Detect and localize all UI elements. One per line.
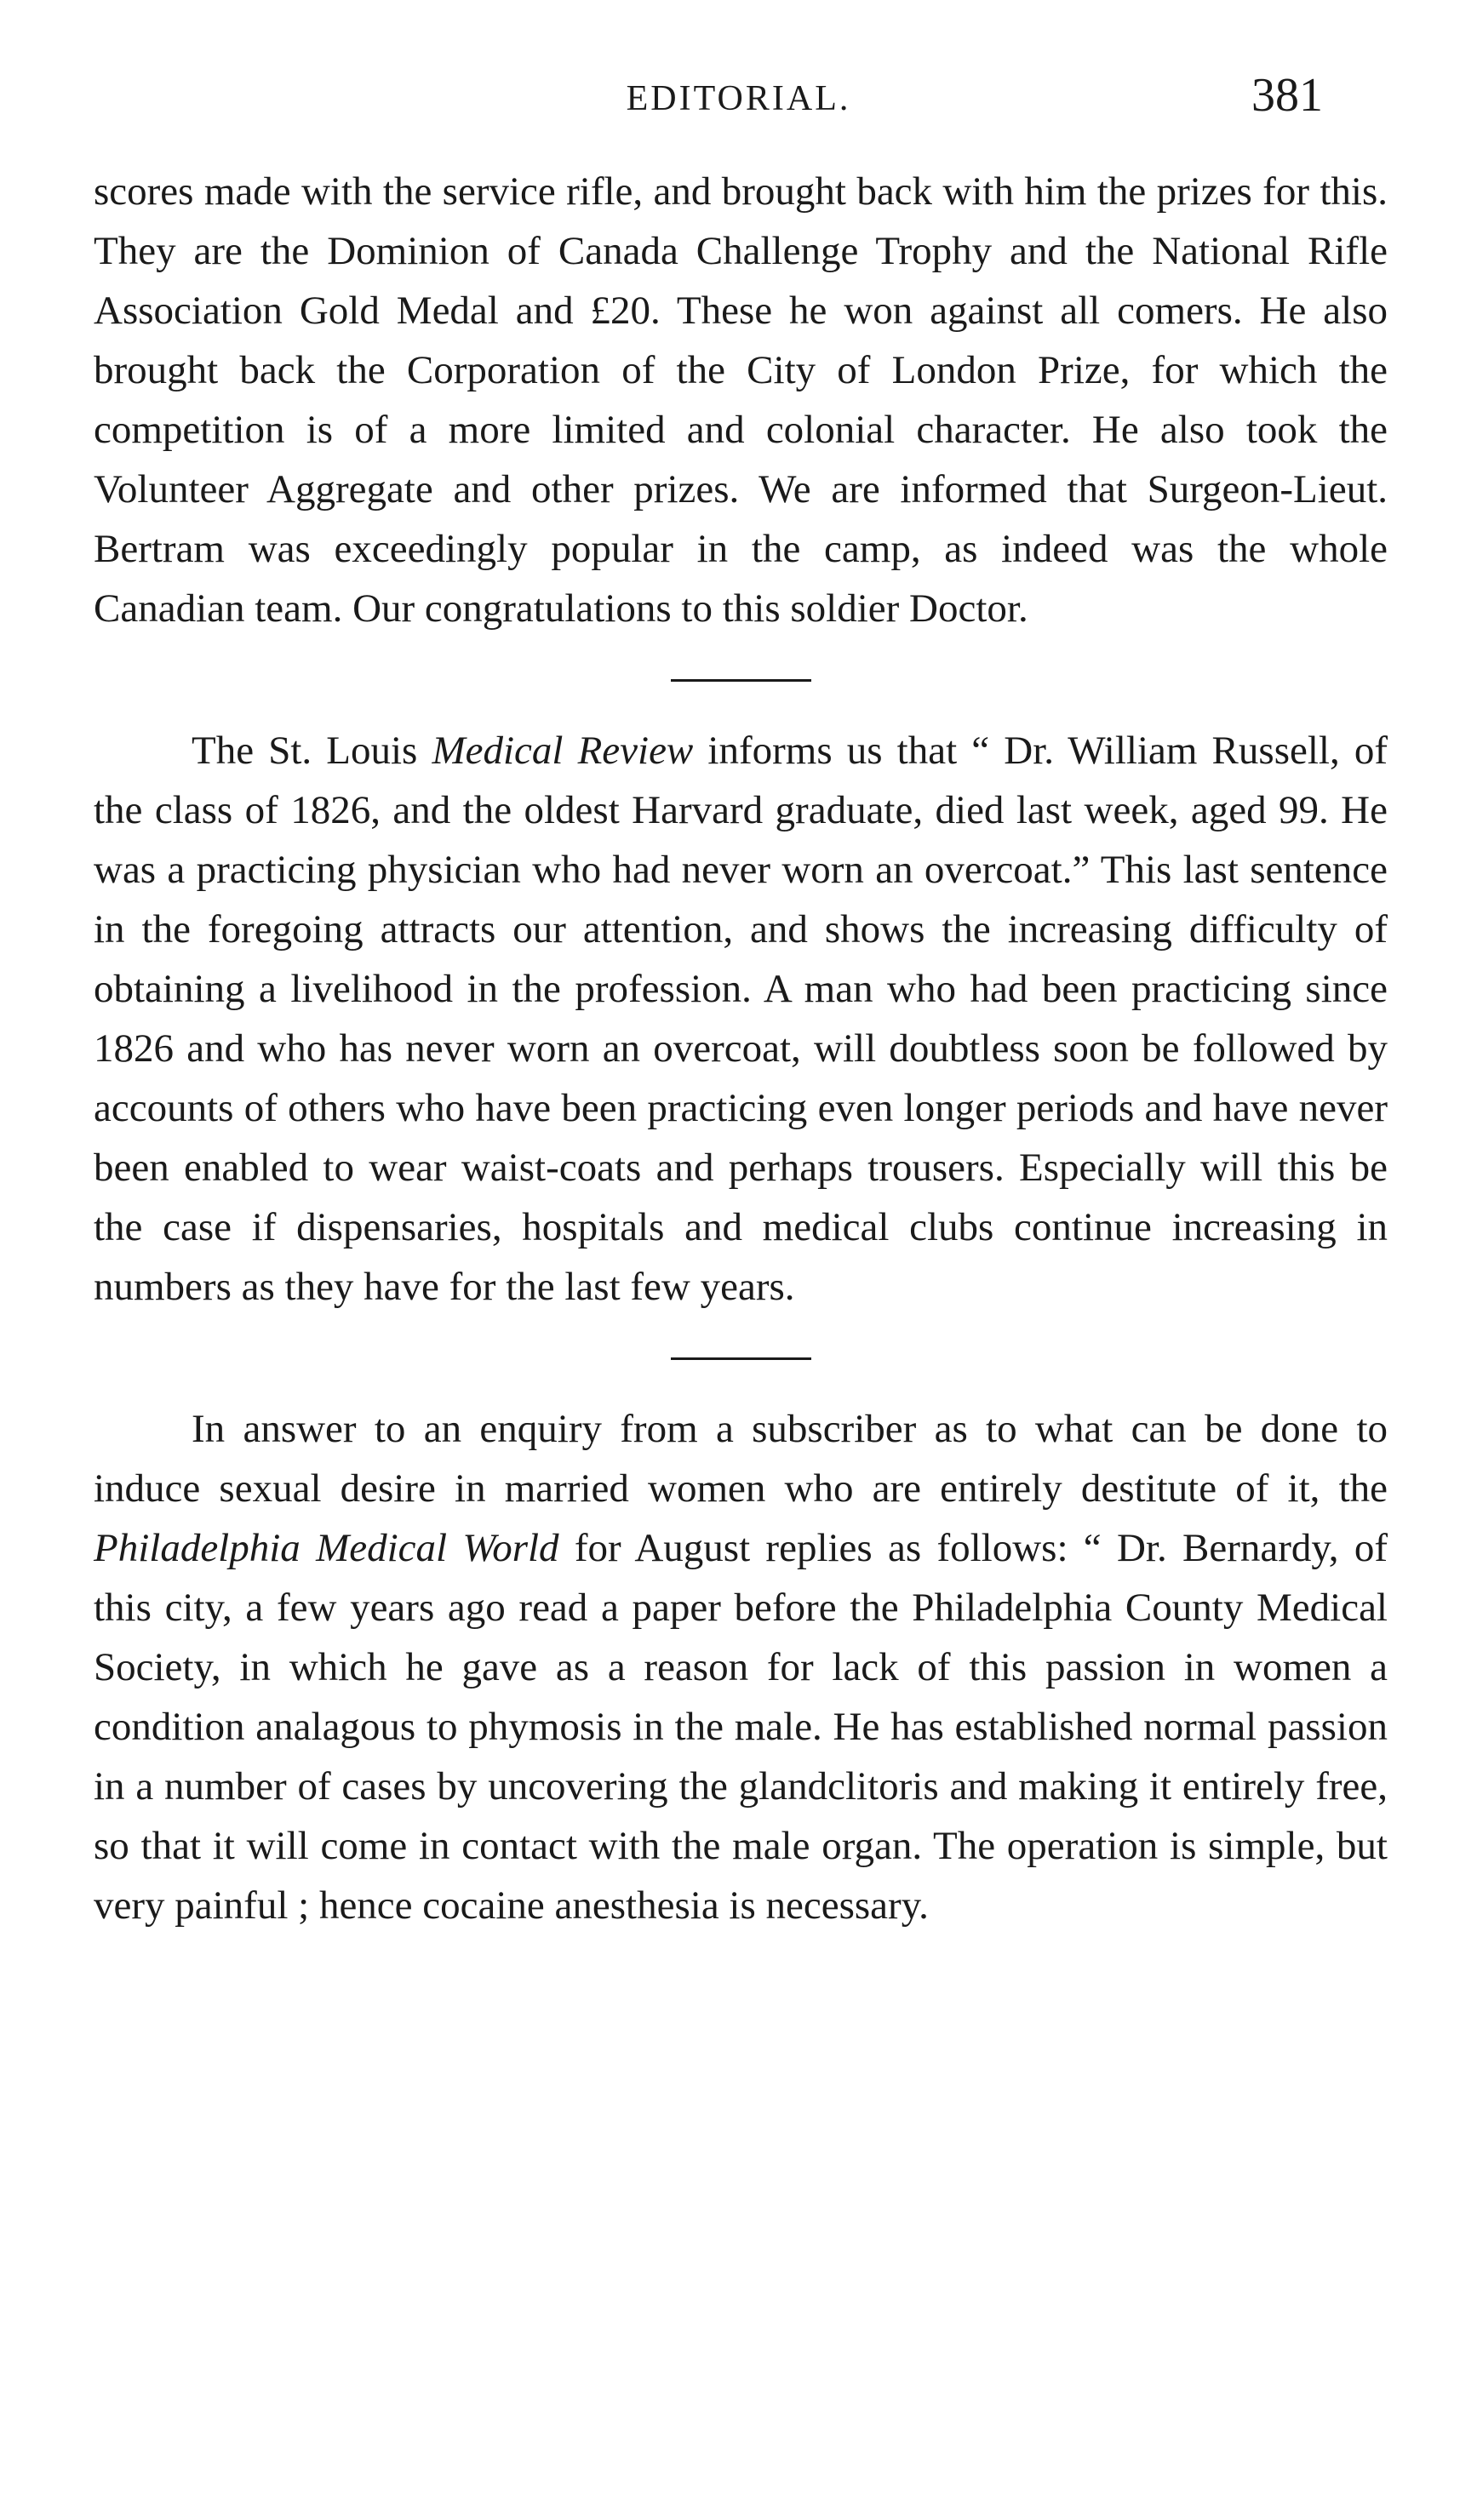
journal-title-medical-world: Philadelphia Medical World (94, 1526, 559, 1570)
paragraph-enquiry-answer (94, 1399, 1388, 1935)
section-divider (671, 679, 811, 682)
journal-title-medical-review: Medical Review (432, 729, 694, 773)
paragraph-text: informs us that “ Dr. William Russell, of the class of 1826, and the oldest Harvard graduate, died last week, aged 99. He was a practicing physician who had never worn an overcoat.” This last sentence in the foregoing attracts our attention, and shows the increasing difficulty of obtaining a livelihood in the profession. A man who had been practicing since 1826 and who has never worn an overcoat, will doubtless soon be followed by accounts of others who have been practicing even longer periods and have never been enabled to wear waist-coats and perhaps trousers. Especially will this be the case if dispensaries, hospitals and medical clubs continue increasing in numbers as they have for the last few years. (94, 729, 1388, 1309)
paragraph-text: scores made with the service rifle, and brought back with him the prizes for this. They are the Dominion of Canada Challenge Trophy and the National Rifle Association Gold Medal and £20. These he won against all comers. He also brought back the Corporation of the City of London Prize, for which the competition is of a more limited and colonial character. He also took the Volunteer Aggregate and other prizes. We are informed that Surgeon-Lieut. Bertram was exceedingly popular in the camp, as indeed was the whole Canadian team. Our congratulations to this soldier Doctor. (94, 169, 1388, 631)
paragraph-russell-overcoat (94, 721, 1388, 1317)
running-head (0, 68, 1477, 145)
paragraph-text: for August replies as follows: “ Dr. Bernardy, of this city, a few years ago read a paper before the Philadelphia County Medical Society, in which he gave as a reason for lack of this passion in women a condition analagous to phymosis in the male. He has established normal passion in a number of cases by uncovering the glandclitoris and making it entirely free, so that it will come in contact with the male organ. The operation is simple, but very painful ; hence cocaine anesthesia is necessary. (94, 1526, 1388, 1928)
running-title: EDITORIAL. (626, 79, 851, 118)
paragraph-rifle-prizes (94, 162, 1388, 638)
section-divider (671, 1357, 811, 1360)
page-number: 381 (1251, 69, 1323, 122)
paragraph-text: In answer to an enquiry from a subscriber as to what can be done to induce sexual desire in married women who are entirely destitute of it, the (94, 1407, 1388, 1511)
paragraph-text: The St. Louis (192, 729, 432, 773)
editorial-body (94, 162, 1388, 1935)
